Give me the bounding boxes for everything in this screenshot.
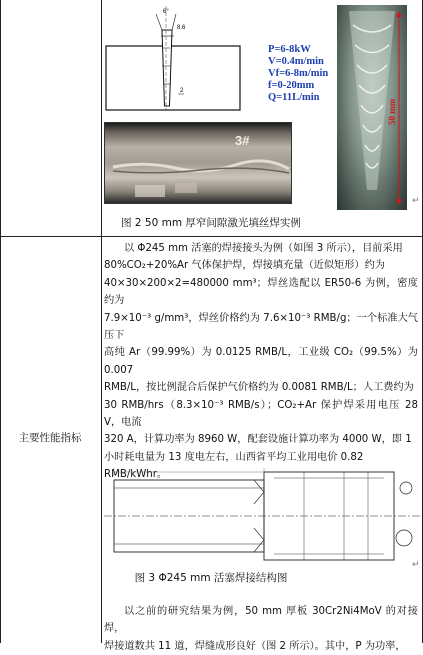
text-line: 320 A，计算功率为 8960 W，配套设施计算功率为 4000 W，即 1: [104, 434, 412, 446]
text-line: 以之前的研究结果为例，50 mm 厚板 30Cr2Ni4MoV 的对接焊，: [104, 606, 418, 635]
text-line: 小时耗电量为 13 度电左右，山西省平均工业用电价 0.82: [104, 451, 364, 463]
param-line: Q=11L/min: [268, 92, 320, 103]
angle-label: 6°: [163, 9, 169, 15]
paragraph-2: [104, 603, 418, 655]
paragraph-1: [104, 240, 418, 484]
column-divider: [101, 0, 102, 643]
paragraph-mark: ↵: [412, 560, 420, 570]
text-line: RMB/L，按比例混合后保护气价格约为 0.0081 RMB/L；人工费约为: [104, 382, 414, 394]
param-line: f=0-20mm: [268, 80, 315, 91]
welding-parameters: [268, 44, 328, 104]
text-line: RMB/kWhr。: [104, 469, 168, 481]
text-line: 80%CO₂+20%Ar 气体保护焊，焊接填充量（近似矩形）约为: [104, 260, 385, 272]
weld-photo: [104, 122, 292, 204]
sample-mark: 3#: [235, 133, 250, 148]
text-line: 高纯 Ar（99.99%）为 0.0125 RMB/L，工业级 CO₂（99.5%）为 0.007: [104, 347, 418, 376]
param-line: P=6-8kW: [268, 44, 311, 55]
row-label: 主要性能指标: [18, 432, 82, 444]
text-line: 焊接道数共 11 道，焊缝成形良好（图 2 所示）。其中，P 为功率，: [104, 640, 406, 652]
piston-weld-structure-diagram: [104, 468, 420, 564]
weld-cross-section-photo: [337, 5, 407, 210]
row-divider: [1, 236, 423, 237]
text-line: 7.9×10⁻³ g/mm³，焊丝价格约为 7.6×10⁻³ RMB/g；一个标准大气压下: [104, 312, 418, 342]
text-line: 30 RMB/hrs（8.3×10⁻³ RMB/s）；CO₂+Ar 保护焊采用电压 28 V，电流: [104, 399, 418, 429]
scale-label: 50 mm: [387, 98, 397, 125]
root-label: 2: [180, 88, 184, 94]
text-line: 以 Φ245 mm 活塞的焊接接头为例（如图 3 所示），目前采用: [124, 243, 403, 254]
param-line: Vf=6-8m/min: [268, 68, 329, 79]
groove-diagram: [104, 6, 246, 118]
paragraph-mark: ↵: [412, 196, 420, 206]
param-line: V=0.4m/min: [268, 56, 324, 67]
text-line: 40×30×200×2=480000 mm³；焊丝选配以 ER50-6 为例，密度约为: [104, 277, 418, 307]
figure2-caption: 图 2 50 mm 厚窄间隙激光填丝焊实例: [121, 217, 301, 229]
figure3-caption: 图 3 Φ245 mm 活塞焊接结构图: [134, 572, 288, 584]
width-label: 8.6: [177, 25, 186, 31]
